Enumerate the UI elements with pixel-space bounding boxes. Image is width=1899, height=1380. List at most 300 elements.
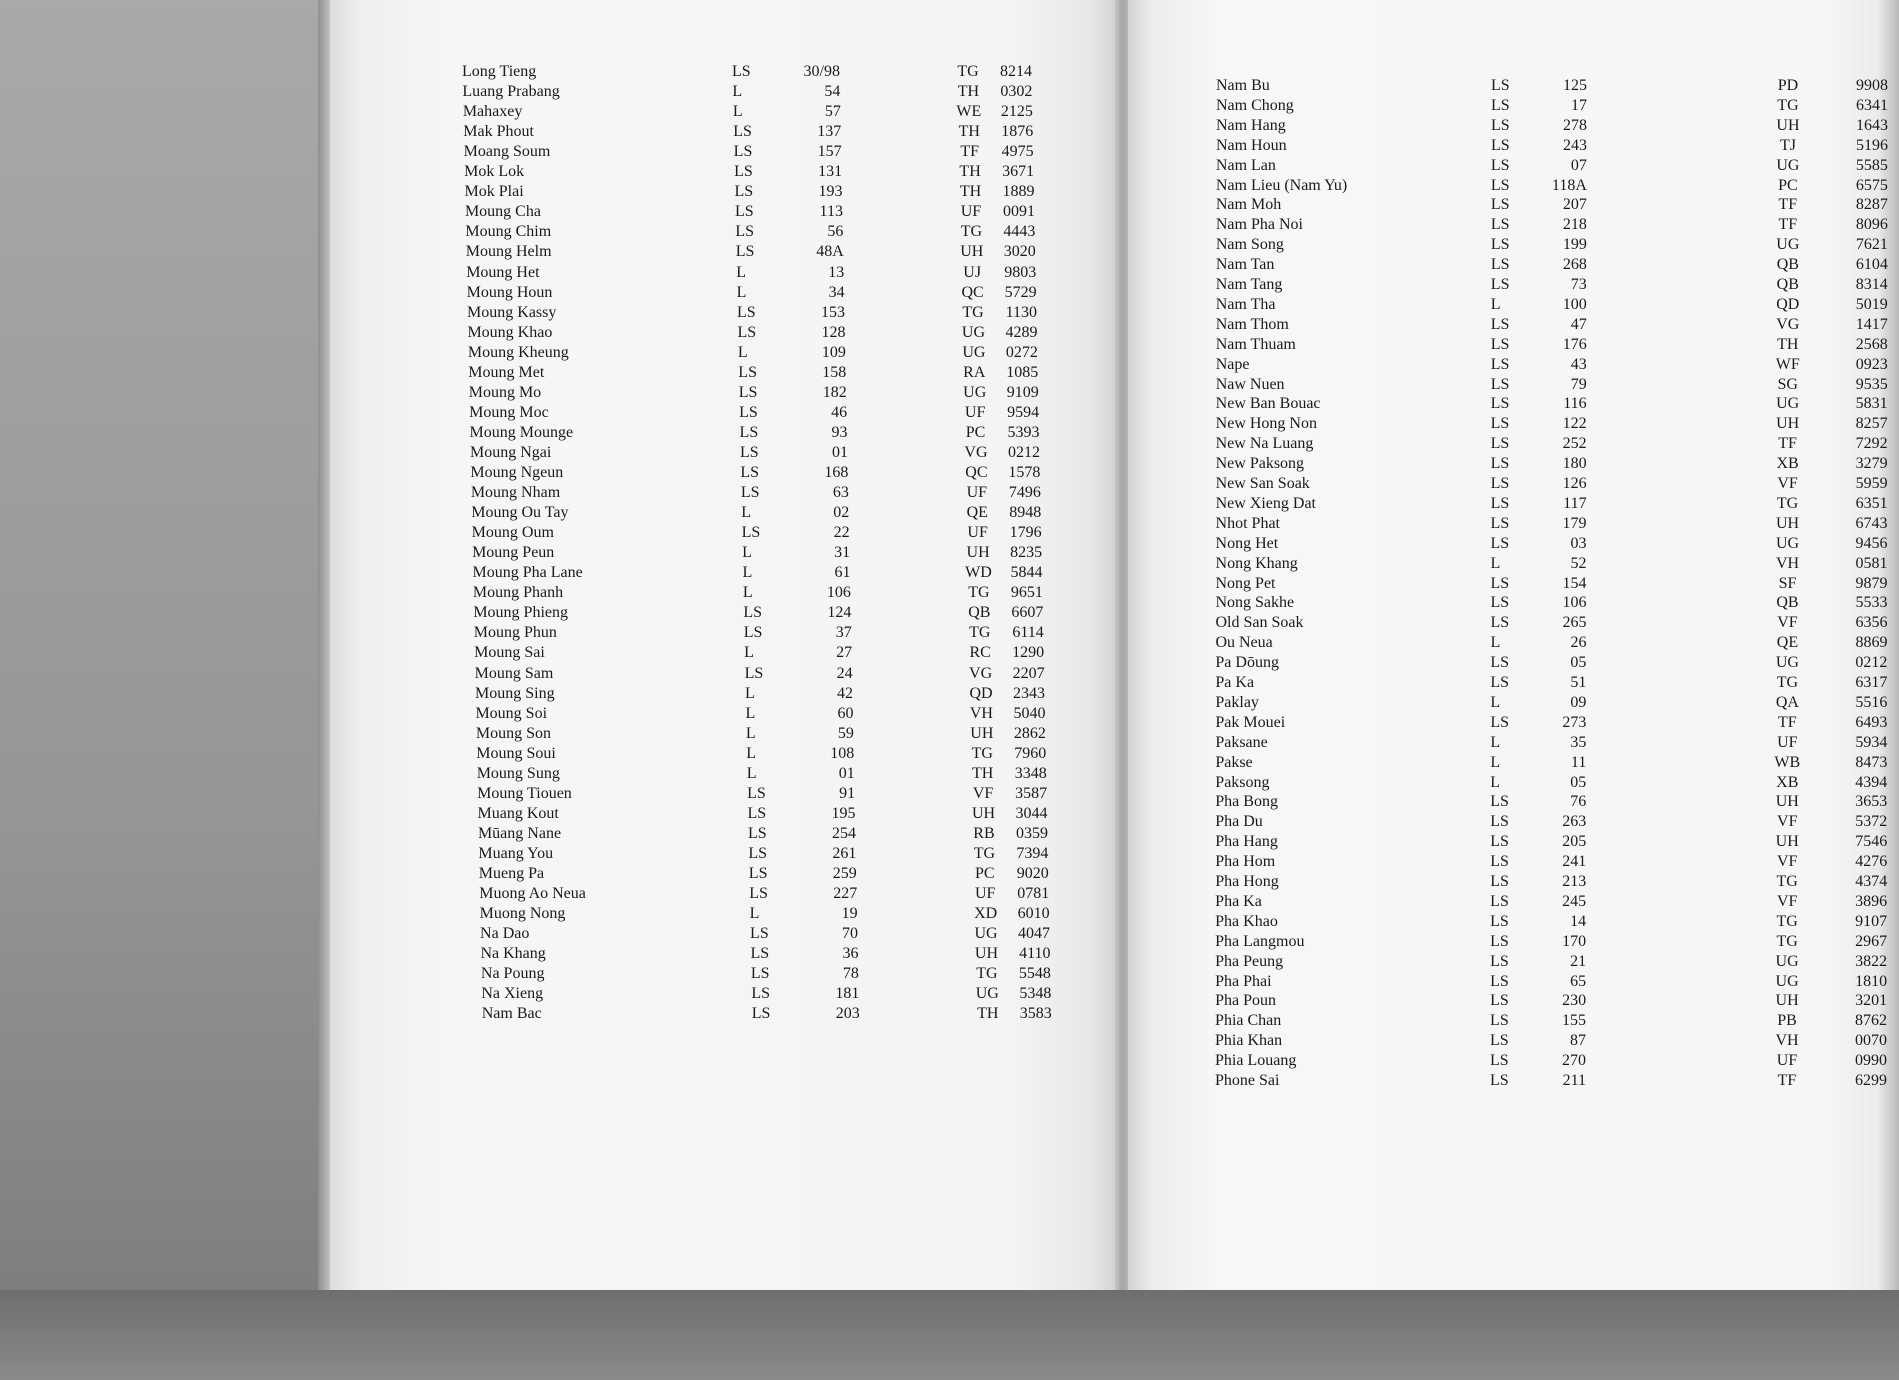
site-number: 01	[831, 443, 848, 461]
coordinate-number: 1810	[1855, 972, 1888, 990]
table-row	[469, 403, 1089, 423]
place-name: Nam Tang	[1215, 276, 1283, 293]
table-row	[482, 1004, 1102, 1024]
table-row	[1215, 554, 1888, 574]
table-row	[478, 804, 1098, 824]
table-row	[476, 744, 1096, 764]
grid-zone-code: L	[1490, 634, 1501, 652]
grid-zone-code: LS	[1490, 972, 1509, 990]
place-name: Nam Lieu (Nam Yu)	[1215, 176, 1348, 194]
coordinate-number: 0070	[1855, 1032, 1888, 1050]
coordinate-number: 4394	[1855, 773, 1888, 791]
place-name: Nam Tha	[1215, 295, 1276, 313]
site-number: 36	[842, 945, 859, 963]
table-row	[1216, 76, 1888, 96]
site-number: 31	[834, 544, 851, 562]
grid-zone-code: LS	[1490, 276, 1510, 293]
grid-zone-code: LS	[751, 1005, 771, 1023]
table-row	[1215, 593, 1888, 613]
table-row	[1215, 1071, 1887, 1091]
map-square-code: VF	[1777, 475, 1798, 492]
place-name: Pakse	[1215, 753, 1253, 771]
place-name: Mueng Pa	[478, 865, 545, 882]
grid-zone-code: LS	[1490, 236, 1510, 254]
site-number: 05	[1570, 654, 1587, 672]
coordinate-number: 0212	[1855, 654, 1888, 672]
map-square-code: UG	[963, 383, 987, 401]
site-number: 203	[835, 1005, 860, 1023]
map-square-code: QC	[965, 464, 988, 481]
site-number: 273	[1562, 713, 1587, 731]
map-square-code: TF	[1778, 196, 1798, 214]
table-row	[1215, 355, 1888, 375]
map-square-code: UG	[1775, 534, 1800, 552]
place-name: Moung Sing	[475, 684, 555, 702]
site-number: 79	[1570, 375, 1587, 393]
site-number: 56	[827, 223, 844, 241]
place-name: Long Tieng	[462, 63, 537, 80]
site-number: 11	[1570, 753, 1587, 771]
site-number: 182	[822, 383, 847, 401]
coordinate-number: 3653	[1855, 793, 1888, 811]
table-row	[463, 122, 1083, 142]
map-square-code: VF	[1777, 614, 1798, 632]
grid-zone-code: LS	[735, 223, 755, 241]
place-name: Muong Nong	[479, 905, 566, 923]
site-number: 100	[1562, 295, 1587, 313]
site-number: 52	[1570, 554, 1587, 572]
map-square-code: TJ	[1779, 136, 1796, 154]
site-number: 131	[818, 163, 843, 181]
grid-zone-code: LS	[1490, 216, 1510, 234]
place-name: New Hong Non	[1215, 415, 1317, 433]
table-row	[476, 724, 1096, 744]
map-square-code: QB	[1776, 594, 1799, 612]
place-name: Pha Poun	[1215, 992, 1276, 1010]
coordinate-number: 8235	[1010, 544, 1043, 562]
map-square-code: TG	[1777, 96, 1799, 114]
map-square-code: TH	[959, 163, 981, 181]
grid-zone-code: LS	[748, 865, 768, 882]
site-number: 254	[831, 824, 856, 842]
table-row	[1215, 215, 1888, 235]
map-square-code: WF	[1775, 355, 1800, 373]
table-row	[1215, 116, 1888, 136]
site-number: 51	[1570, 674, 1587, 691]
grid-zone-code: LS	[734, 183, 754, 201]
coordinate-number: 5372	[1855, 813, 1888, 831]
table-row	[1215, 235, 1888, 255]
coordinate-number: 9908	[1856, 77, 1888, 94]
map-square-code: UG	[1776, 395, 1800, 413]
map-square-code: PC	[975, 865, 995, 882]
grid-zone-code: LS	[747, 784, 766, 802]
place-name: Nam Song	[1215, 236, 1284, 254]
map-square-code: UG	[1775, 952, 1799, 970]
place-name: Muang You	[478, 844, 554, 862]
coordinate-number: 2125	[1000, 103, 1033, 121]
coordinate-number: 8762	[1855, 1012, 1888, 1030]
grid-zone-code: L	[732, 103, 743, 121]
grid-zone-code: L	[745, 704, 756, 722]
place-name: Moung Het	[466, 263, 540, 281]
site-number: 158	[822, 363, 847, 381]
map-square-code: UF	[1777, 733, 1798, 751]
grid-zone-code: LS	[740, 464, 760, 481]
place-name: Moang Soum	[463, 143, 551, 161]
map-square-code: TH	[1777, 335, 1799, 353]
grid-zone-code: L	[1490, 295, 1501, 313]
site-number: 116	[1563, 395, 1587, 413]
coordinate-number: 2967	[1855, 932, 1888, 950]
coordinate-number: 9107	[1855, 912, 1888, 930]
grid-zone-code: LS	[1490, 534, 1510, 552]
site-number: 17	[1570, 96, 1587, 114]
map-square-code: UF	[960, 203, 982, 221]
coordinate-number: 6493	[1855, 713, 1888, 731]
place-name: Phone Sai	[1215, 1072, 1280, 1089]
bottom-shadow	[0, 1290, 1899, 1380]
place-name: Moung Sam	[474, 664, 554, 682]
coordinate-number: 1643	[1855, 116, 1888, 134]
grid-zone-code: LS	[751, 985, 770, 1003]
map-square-code: TH	[958, 123, 980, 141]
map-square-code: QB	[1776, 276, 1799, 293]
site-number: 35	[1570, 733, 1587, 751]
place-name: Na Xieng	[481, 985, 544, 1003]
place-name: Nam Thuam	[1215, 335, 1296, 353]
coordinate-number: 6356	[1855, 614, 1888, 632]
table-row	[1215, 514, 1888, 534]
grid-zone-code: L	[1490, 554, 1501, 572]
grid-zone-code: LS	[747, 804, 767, 822]
grid-zone-code: LS	[1490, 335, 1510, 353]
map-square-code: UH	[960, 243, 984, 261]
coordinate-number: 3822	[1855, 952, 1888, 970]
table-row	[1215, 1051, 1888, 1071]
grid-zone-code: L	[746, 744, 757, 762]
site-number: 155	[1562, 1012, 1587, 1030]
coordinate-number: 9803	[1004, 263, 1037, 281]
table-row	[1215, 574, 1888, 594]
coordinate-number: 1578	[1008, 464, 1041, 481]
coordinate-number: 8473	[1855, 753, 1888, 771]
table-row	[1215, 434, 1888, 454]
map-square-code: TG	[962, 303, 984, 321]
table-row	[1215, 534, 1888, 554]
place-name: Muong Ao Neua	[479, 885, 586, 903]
table-row	[1215, 295, 1888, 315]
map-square-code: UG	[1775, 972, 1799, 990]
site-number: 54	[824, 83, 841, 101]
table-row	[1215, 454, 1888, 474]
table-row	[477, 764, 1097, 784]
coordinate-number: 3020	[1003, 243, 1036, 261]
map-square-code: UH	[971, 804, 996, 822]
coordinate-number: 5729	[1004, 283, 1037, 301]
grid-zone-code: LS	[748, 844, 768, 862]
coordinate-number: 5533	[1855, 594, 1888, 612]
site-number: 02	[833, 504, 850, 522]
site-number: 180	[1562, 455, 1587, 473]
coordinate-number: 1290	[1012, 644, 1045, 662]
grid-zone-code: LS	[1490, 932, 1509, 950]
grid-zone-code: L	[749, 905, 760, 923]
coordinate-number: 7292	[1855, 435, 1888, 453]
grid-zone-code: LS	[739, 423, 759, 441]
site-number: 03	[1570, 534, 1587, 552]
place-name: Naw Nuen	[1215, 375, 1285, 393]
place-name: Phia Chan	[1215, 1012, 1282, 1030]
table-row	[469, 383, 1089, 403]
coordinate-number: 6299	[1855, 1072, 1887, 1089]
site-number: 265	[1562, 614, 1587, 632]
table-row	[1215, 713, 1888, 733]
map-square-code: UH	[970, 724, 994, 742]
grid-zone-code: LS	[1490, 375, 1510, 393]
map-square-code: UH	[966, 544, 990, 562]
site-number: 47	[1570, 315, 1587, 333]
site-number: 128	[821, 323, 846, 341]
site-number: 106	[1562, 594, 1587, 612]
coordinate-number: 9651	[1010, 584, 1043, 602]
site-number: 207	[1562, 196, 1587, 214]
table-row	[465, 222, 1085, 242]
map-square-code: VF	[1776, 853, 1798, 871]
coordinate-number: 5393	[1007, 423, 1040, 441]
table-row	[1215, 852, 1888, 872]
coordinate-number: 9535	[1855, 375, 1888, 393]
map-square-code: UF	[974, 885, 996, 903]
table-row	[1215, 1011, 1888, 1031]
coordinate-number: 9879	[1855, 574, 1888, 592]
place-name: Nam Thom	[1215, 315, 1289, 333]
map-square-code: RC	[969, 644, 991, 662]
site-number: 109	[821, 343, 846, 361]
site-number: 243	[1562, 136, 1587, 154]
map-square-code: PD	[1777, 77, 1799, 94]
coordinate-number: 1130	[1005, 303, 1038, 321]
place-name: Moung Oum	[471, 524, 554, 542]
table-row	[467, 303, 1087, 323]
coordinate-number: 6575	[1855, 176, 1888, 194]
coordinate-number: 4047	[1018, 925, 1051, 943]
coordinate-number: 9594	[1007, 403, 1040, 421]
place-name: Muang Kout	[477, 804, 559, 822]
table-row	[477, 784, 1097, 804]
map-square-code: UG	[974, 925, 998, 943]
grid-zone-code: L	[1490, 773, 1501, 791]
place-name: Moung Ngeun	[470, 464, 564, 481]
table-row	[462, 82, 1082, 102]
coordinate-number: 5019	[1855, 295, 1888, 313]
map-square-code: UH	[1775, 992, 1799, 1010]
map-square-code: TH	[977, 1005, 999, 1023]
place-name: Moung Cha	[464, 203, 541, 221]
grid-zone-code: LS	[1490, 853, 1509, 871]
place-name: Nong Khang	[1215, 554, 1298, 572]
site-number: 213	[1562, 873, 1587, 890]
table-row	[1215, 613, 1888, 633]
grid-zone-code: LS	[1490, 156, 1510, 174]
map-square-code: TG	[969, 624, 991, 642]
site-number: 01	[838, 764, 855, 782]
place-name: Moung Khao	[467, 323, 553, 341]
table-row	[465, 202, 1085, 222]
site-number: 268	[1562, 256, 1587, 274]
coordinate-number: 4374	[1855, 873, 1888, 890]
grid-zone-code: LS	[1490, 196, 1510, 214]
table-row	[478, 824, 1098, 844]
place-name: Nam Moh	[1215, 196, 1282, 214]
coordinate-number: 0781	[1017, 885, 1050, 903]
grid-zone-code: LS	[1490, 594, 1510, 612]
grid-zone-code: LS	[733, 143, 753, 161]
site-number: 48A	[816, 243, 844, 261]
site-number: 05	[1570, 773, 1587, 791]
map-square-code: UH	[1775, 793, 1799, 811]
coordinate-number: 2568	[1855, 335, 1888, 353]
place-name: Moung Peun	[472, 544, 555, 562]
site-number: 87	[1570, 1032, 1587, 1050]
table-row	[1215, 892, 1888, 912]
grid-zone-code: LS	[750, 965, 770, 983]
coordinate-number: 5548	[1018, 965, 1051, 983]
map-square-code: UG	[1775, 654, 1799, 672]
coordinate-number: 1876	[1001, 123, 1034, 141]
grid-zone-code: L	[1490, 733, 1501, 751]
table-row	[473, 563, 1093, 583]
grid-zone-code: LS	[750, 925, 769, 943]
site-number: 124	[827, 604, 852, 622]
grid-zone-code: LS	[1490, 1032, 1509, 1050]
place-name: Nam Tan	[1215, 256, 1275, 274]
grid-zone-code: LS	[1490, 256, 1510, 274]
place-name: New San Soak	[1215, 475, 1310, 492]
map-square-code: QD	[1776, 295, 1800, 313]
coordinate-number: 8287	[1855, 196, 1888, 214]
map-square-code: TG	[1776, 873, 1798, 890]
grid-zone-code: LS	[747, 824, 767, 842]
grid-zone-code: LS	[739, 403, 758, 421]
site-number: 14	[1570, 912, 1587, 930]
map-square-code: PB	[1777, 1012, 1797, 1030]
grid-zone-code: L	[1490, 693, 1501, 711]
table-row	[480, 924, 1100, 944]
site-number: 154	[1562, 574, 1587, 592]
coordinate-number: 5348	[1019, 985, 1052, 1003]
table-row	[1215, 195, 1888, 215]
map-square-code: UH	[974, 945, 999, 963]
table-row	[472, 523, 1092, 543]
table-row	[1215, 494, 1888, 514]
map-square-code: TG	[1776, 674, 1799, 691]
table-row	[1215, 633, 1888, 653]
site-number: 24	[836, 664, 853, 682]
grid-zone-code: LS	[1490, 912, 1509, 930]
grid-zone-code: L	[742, 544, 752, 562]
coordinate-number: 5040	[1013, 704, 1046, 722]
grid-zone-code: LS	[1490, 892, 1509, 910]
table-row	[1215, 773, 1888, 793]
table-row	[475, 664, 1095, 684]
table-row	[471, 483, 1091, 503]
place-name: Nam Bu	[1216, 77, 1270, 94]
grid-zone-code: LS	[1490, 136, 1510, 154]
map-square-code: TG	[973, 844, 996, 862]
site-number: 26	[1570, 634, 1587, 652]
grid-zone-code: LS	[1490, 475, 1510, 492]
map-square-code: TG	[971, 744, 993, 762]
place-name: Moung Met	[468, 363, 545, 381]
place-name: Nam Hang	[1215, 116, 1286, 134]
site-number: 63	[832, 484, 849, 502]
place-name: Nong Het	[1215, 534, 1279, 552]
place-name: Moung Houn	[466, 283, 553, 301]
grid-zone-code: L	[745, 684, 755, 702]
map-square-code: VF	[1777, 813, 1798, 831]
site-number: 42	[837, 684, 854, 702]
place-name: Moung Phieng	[473, 604, 568, 622]
table-row	[1215, 414, 1888, 434]
grid-zone-code: LS	[744, 664, 764, 682]
site-number: 57	[824, 103, 841, 121]
table-row	[1215, 474, 1888, 494]
site-number: 170	[1562, 932, 1587, 950]
table-row	[466, 263, 1086, 283]
site-number: 181	[835, 985, 860, 1003]
grid-zone-code: L	[744, 644, 754, 662]
table-row	[1215, 991, 1888, 1011]
coordinate-number: 5844	[1010, 564, 1043, 582]
table-row	[463, 102, 1083, 122]
coordinate-number: 3583	[1019, 1005, 1052, 1023]
site-number: 122	[1562, 415, 1587, 433]
grid-zone-code: LS	[733, 123, 752, 141]
map-square-code: TH	[959, 183, 982, 201]
map-square-code: VH	[1775, 554, 1800, 572]
table-row	[473, 583, 1093, 603]
grid-zone-code: LS	[1490, 494, 1510, 512]
grid-zone-code: LS	[1490, 395, 1510, 413]
map-square-code: XB	[1776, 773, 1799, 791]
table-row	[1215, 176, 1888, 196]
grid-zone-code: LS	[740, 484, 760, 502]
place-name: New Ban Bouac	[1215, 395, 1321, 413]
grid-zone-code: LS	[738, 363, 757, 381]
coordinate-number: 8948	[1009, 504, 1042, 522]
coordinate-number: 9020	[1016, 865, 1049, 882]
map-square-code: RA	[963, 363, 986, 381]
site-number: 199	[1562, 236, 1587, 254]
site-number: 211	[1562, 1072, 1586, 1089]
site-number: 65	[1570, 972, 1587, 990]
table-row	[479, 864, 1099, 884]
map-square-code: WD	[965, 564, 992, 582]
place-name: Nape	[1215, 355, 1250, 373]
place-name: Moung Mounge	[469, 423, 574, 441]
place-name: Pha Hong	[1215, 873, 1279, 890]
grid-zone-code: LS	[732, 63, 751, 80]
site-number: 195	[831, 804, 856, 822]
site-number: 108	[830, 744, 855, 762]
site-number: 21	[1570, 952, 1587, 970]
site-number: 09	[1570, 693, 1587, 711]
table-row	[1215, 932, 1888, 952]
site-number: 61	[834, 564, 851, 582]
site-number: 113	[819, 203, 843, 221]
coordinate-number: 6114	[1012, 624, 1044, 642]
